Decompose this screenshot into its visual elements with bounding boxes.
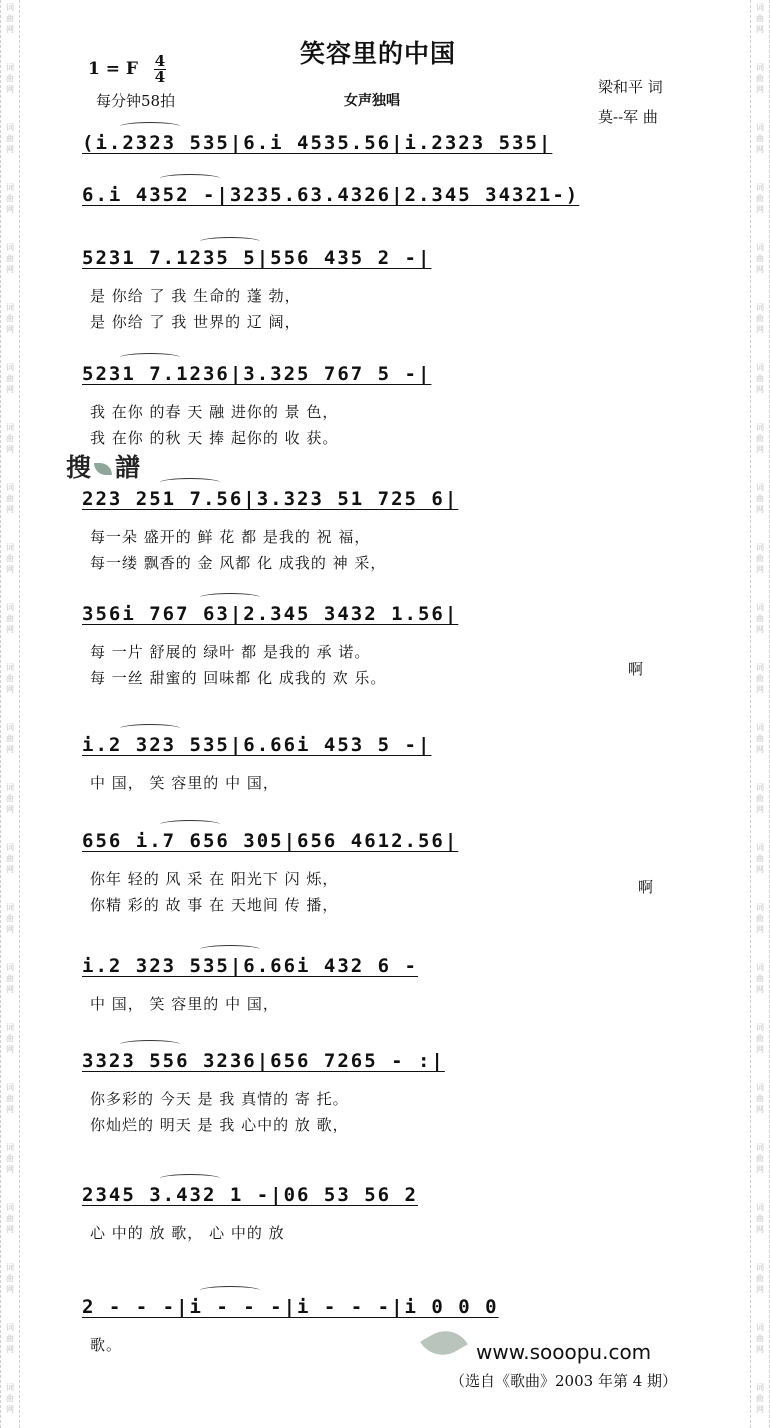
key-signature: 1 = F $\frac{4}{4}$ <box>88 52 166 86</box>
watermark-text: 词 曲 网 <box>6 1203 14 1234</box>
notation-row: 2 - - -|i - - -|i - - -|i 0 0 0 <box>82 1296 499 1318</box>
notation-row: 3323 556 3236|656 7265 - :| <box>82 1050 445 1072</box>
slur-mark <box>200 237 260 246</box>
slur-mark <box>200 1286 260 1295</box>
watermark-text: 词 曲 网 <box>6 483 14 514</box>
lyric-line: 中 国， 笑 容里的 中 国， <box>90 995 279 1013</box>
lyric-line: 歌。 <box>90 1336 123 1354</box>
watermark-text: 词 曲 网 <box>756 1143 764 1174</box>
lyric-line: 你灿烂的 明天 是 我 心中的 放 歌， <box>90 1116 349 1134</box>
site-leaf-icon <box>420 1322 468 1365</box>
watermark-text: 词 曲 网 <box>6 63 14 94</box>
lyric-line: 我 在你 的春 天 融 进你的 景 色， <box>90 403 339 421</box>
lyric-line: 是 你给 了 我 生命的 蓬 勃， <box>90 287 301 305</box>
watermark-text: 词 曲 网 <box>6 543 14 574</box>
slur-mark <box>160 478 220 487</box>
watermark-text: 词 曲 网 <box>756 543 764 574</box>
notation-row: 2345 3.432 1 -|06 53 56 2 <box>82 1184 418 1206</box>
watermark-text: 词 曲 网 <box>756 243 764 274</box>
watermark-text: 词 曲 网 <box>6 843 14 874</box>
left-watermark-strip <box>0 0 20 1428</box>
watermark-text: 词 曲 网 <box>6 423 14 454</box>
song-title: 笑容里的中国 <box>300 39 457 68</box>
watermark-text: 词 曲 网 <box>6 363 14 394</box>
notation-row: (i.2323 535|6.i 4535.56|i.2323 535| <box>82 132 553 154</box>
watermark-text: 词 曲 网 <box>6 243 14 274</box>
watermark-text: 词 曲 网 <box>756 1203 764 1234</box>
lyric-line: 心 中的 放 歌， 心 中的 放 <box>90 1224 285 1242</box>
logo-char-sou: 搜 <box>66 453 92 482</box>
source-note: （选自《歌曲》2003 年第 4 期） <box>450 1372 678 1390</box>
watermark-text: 词 曲 网 <box>756 1263 764 1294</box>
watermark-text: 词 曲 网 <box>756 483 764 514</box>
watermark-text: 词 曲 网 <box>6 603 14 634</box>
watermark-text: 词 曲 网 <box>756 603 764 634</box>
watermark-text: 词 曲 网 <box>6 723 14 754</box>
watermark-text: 词 曲 网 <box>756 3 764 34</box>
lyric-line: 是 你给 了 我 世界的 辽 阔， <box>90 313 301 331</box>
watermark-text: 词 曲 网 <box>6 123 14 154</box>
watermark-text: 词 曲 网 <box>756 1383 764 1414</box>
watermark-text: 词 曲 网 <box>756 723 764 754</box>
watermark-text: 词 曲 网 <box>6 183 14 214</box>
notation-row: 656 i.7 656 305|656 4612.56| <box>82 830 459 852</box>
watermark-text: 词 曲 网 <box>756 963 764 994</box>
watermark-text: 词 曲 网 <box>756 843 764 874</box>
watermark-text: 词 曲 网 <box>6 903 14 934</box>
watermark-text: 词 曲 网 <box>756 1083 764 1114</box>
watermark-text: 词 曲 网 <box>756 63 764 94</box>
interjection-ah-2: 啊 <box>638 878 655 896</box>
interjection-ah-1: 啊 <box>628 660 645 678</box>
notation-row: i.2 323 535|6.66i 432 6 - <box>82 955 418 977</box>
slur-mark <box>120 122 180 131</box>
watermark-text: 词 曲 网 <box>756 1023 764 1054</box>
watermark-text: 词 曲 网 <box>6 783 14 814</box>
watermark-text: 词 曲 网 <box>756 903 764 934</box>
watermark-text: 词 曲 网 <box>756 303 764 334</box>
tempo-marking: 每分钟58拍 <box>96 92 176 110</box>
site-url: www.sooopu.com <box>476 1340 652 1364</box>
watermark-text: 词 曲 网 <box>756 783 764 814</box>
slur-mark <box>160 820 220 829</box>
watermark-text: 词 曲 网 <box>6 1263 14 1294</box>
composer-credit: 莫--军 曲 <box>598 108 658 126</box>
watermark-text: 词 曲 网 <box>6 1323 14 1354</box>
right-watermark-strip <box>750 0 770 1428</box>
watermark-text: 词 曲 网 <box>6 1083 14 1114</box>
notation-row: 5231 7.1235 5|556 435 2 -| <box>82 247 432 269</box>
lyric-line: 每 一片 舒展的 绿叶 都 是我的 承 诺。 <box>90 643 371 661</box>
watermark-text: 词 曲 网 <box>756 423 764 454</box>
watermark-text: 词 曲 网 <box>6 1023 14 1054</box>
notation-row: 6.i 4352 -|3235.63.4326|2.345 34321-) <box>82 184 580 206</box>
slur-mark <box>160 174 220 183</box>
site-logo <box>66 448 140 484</box>
lyric-line: 你精 彩的 故 事 在 天地间 传 播， <box>90 896 339 914</box>
notation-row: 223 251 7.56|3.323 51 725 6| <box>82 488 459 510</box>
lyric-line: 你多彩的 今天 是 我 真情的 寄 托。 <box>90 1090 349 1108</box>
notation-row: i.2 323 535|6.66i 453 5 -| <box>82 734 432 756</box>
slur-mark <box>200 945 260 954</box>
lyric-line: 每 一丝 甜蜜的 回味都 化 成我的 欢 乐。 <box>90 669 387 687</box>
notation-row: 5231 7.1236|3.325 767 5 -| <box>82 363 432 385</box>
watermark-text: 词 曲 网 <box>756 123 764 154</box>
watermark-text: 词 曲 网 <box>6 1383 14 1414</box>
lyric-line: 每一朵 盛开的 鲜 花 都 是我的 祝 福， <box>90 528 371 546</box>
slur-mark <box>120 724 180 733</box>
slur-mark <box>120 1040 180 1049</box>
watermark-text: 词 曲 网 <box>756 183 764 214</box>
watermark-text: 词 曲 网 <box>756 1323 764 1354</box>
watermark-text: 词 曲 网 <box>756 663 764 694</box>
watermark-text: 词 曲 网 <box>6 303 14 334</box>
leaf-icon <box>94 463 112 475</box>
slur-mark <box>160 1174 220 1183</box>
lyric-line: 我 在你 的秋 天 捧 起你的 收 获。 <box>90 429 339 447</box>
lyricist-credit: 梁和平 词 <box>598 78 663 96</box>
watermark-text: 词 曲 网 <box>6 3 14 34</box>
watermark-text: 词 曲 网 <box>6 963 14 994</box>
lyric-line: 中 国， 笑 容里的 中 国， <box>90 774 279 792</box>
lyric-line: 你年 轻的 风 采 在 阳光下 闪 烁， <box>90 870 339 888</box>
time-signature: $\frac{4}{4}$ <box>154 52 166 86</box>
watermark-text: 词 曲 网 <box>756 363 764 394</box>
watermark-text: 词 曲 网 <box>6 663 14 694</box>
lyric-line: 每一缕 飘香的 金 风都 化 成我的 神 采， <box>90 554 387 572</box>
notation-row: 356i 767 63|2.345 3432 1.56| <box>82 603 459 625</box>
slur-mark <box>120 353 180 362</box>
slur-mark <box>200 593 260 602</box>
watermark-text: 词 曲 网 <box>6 1143 14 1174</box>
logo-char-pu: 譜 <box>115 453 141 482</box>
performance-note: 女声独唱 <box>344 93 400 109</box>
